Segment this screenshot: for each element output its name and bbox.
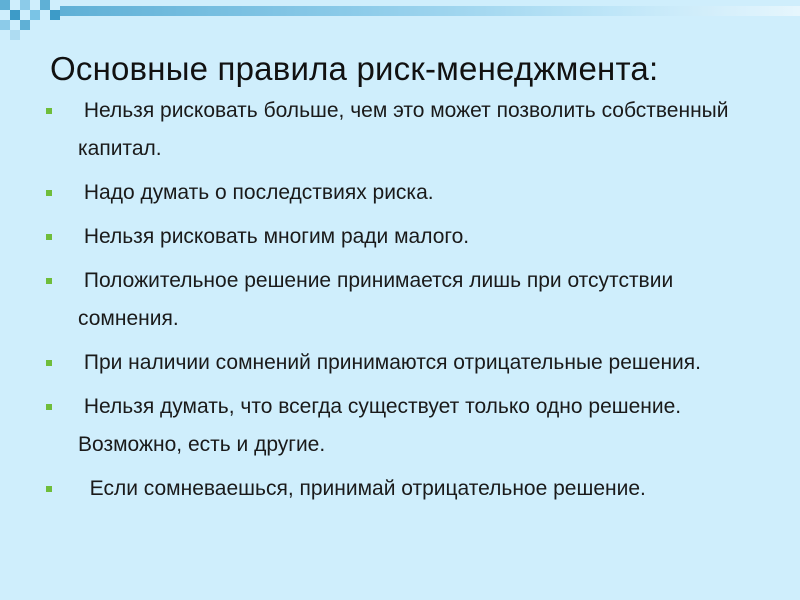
list-item-text: При наличии сомнений принимаются отрицательные решения. xyxy=(78,351,701,374)
checker-square xyxy=(20,20,30,30)
list-item-text: Положительное решение принимается лишь при отсутствии сомнения. xyxy=(78,269,680,330)
checker-square xyxy=(30,10,40,20)
list-item-text: Надо думать о последствиях риска. xyxy=(78,181,434,204)
square-bullet-icon xyxy=(46,360,52,366)
list-item-text: Если сомневаешься, принимай отрицательное решение. xyxy=(78,477,646,500)
checker-square xyxy=(10,10,20,20)
top-gradient-bar xyxy=(60,6,800,16)
checker-decoration xyxy=(0,0,64,40)
list-item xyxy=(44,262,764,338)
checker-square xyxy=(10,30,20,40)
checker-square xyxy=(40,0,50,10)
bullet-list xyxy=(44,92,764,514)
checker-square xyxy=(20,0,30,10)
list-item xyxy=(44,344,764,382)
square-bullet-icon xyxy=(46,486,52,492)
square-bullet-icon xyxy=(46,234,52,240)
list-item xyxy=(44,92,764,168)
list-item xyxy=(44,218,764,256)
list-item xyxy=(44,174,764,212)
list-item-text: Нельзя рисковать больше, чем это может позволить собственный капитал. xyxy=(78,99,735,160)
slide-title: Основные правила риск-менеджмента: xyxy=(50,50,659,87)
checker-square xyxy=(0,20,10,30)
square-bullet-icon xyxy=(46,404,52,410)
list-item-text: Нельзя думать, что всегда существует только одно решение. Возможно, есть и другие. xyxy=(78,395,687,456)
square-bullet-icon xyxy=(46,108,52,114)
checker-square xyxy=(50,10,60,20)
list-item xyxy=(44,470,764,508)
list-item xyxy=(44,388,764,464)
checker-square xyxy=(0,0,10,10)
list-item-text: Нельзя рисковать многим ради малого. xyxy=(78,225,470,248)
square-bullet-icon xyxy=(46,190,52,196)
square-bullet-icon xyxy=(46,278,52,284)
